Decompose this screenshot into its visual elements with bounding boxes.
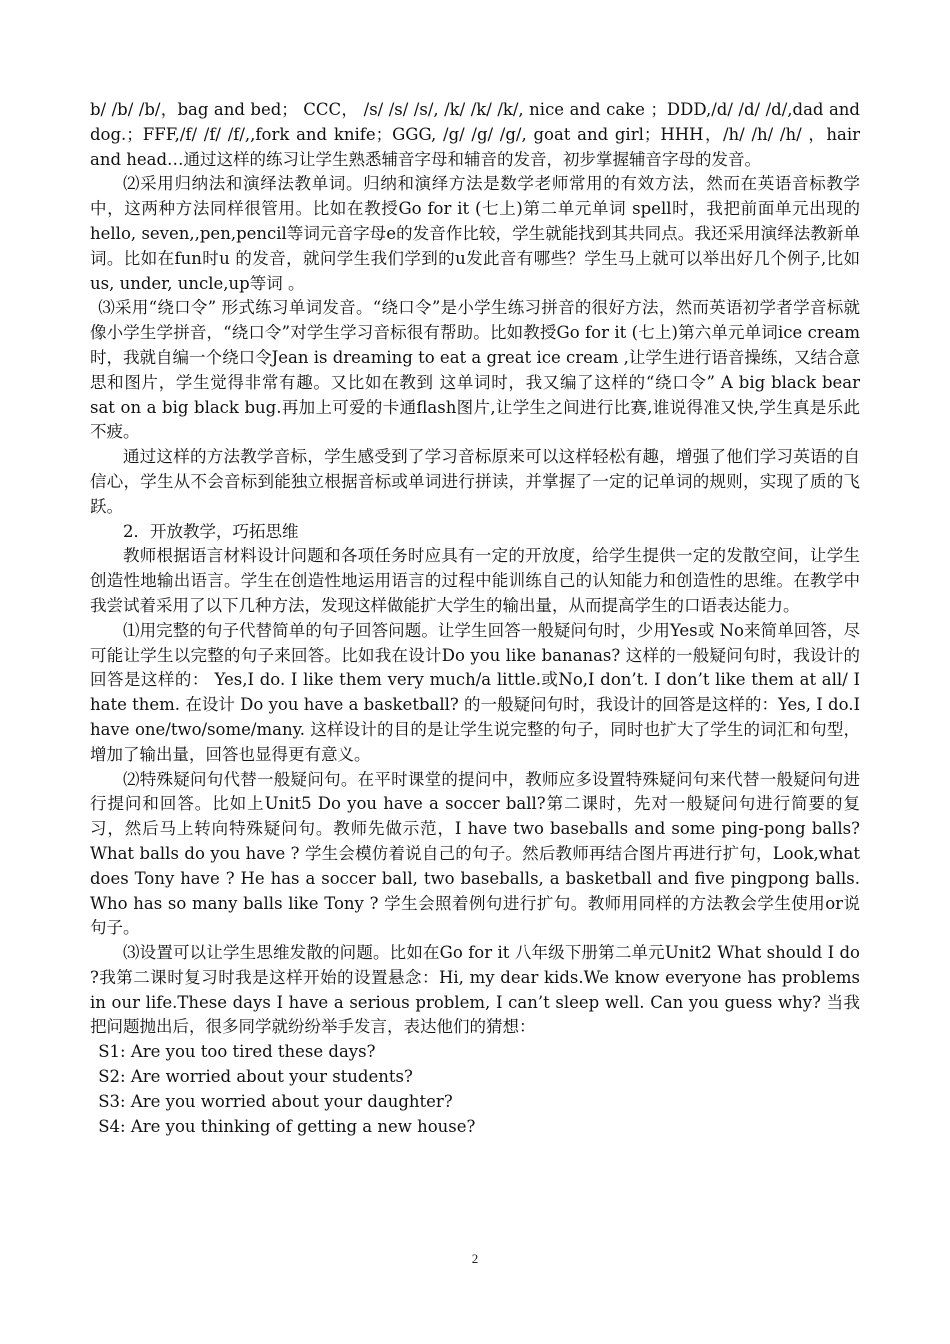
paragraph: b/ /b/ /b/，bag and bed； CCC， /s/ /s/ /s/, /k/ /k/ /k/, nice and cake ；DDD,/d/ /d/ /d/,dad and dog.；FFF,/f/ /f/ /f/,,fork and knife；GGG, /g/ /g/ /g/, goat and girl；HHH，/h/ /h/ /h/ ，hair and head…通过这样的练习让学生熟悉辅音字母和辅音的发音，初步掌握辅音字母的发音。 [90,100,860,169]
paragraph: ⑶采用“绕口令” 形式练习单词发音。“绕口令”是小学生练习拼音的很好方法，然而英语初学者学音标就像小学生学拼音，“绕口令”对学生学习音标很有帮助。比如教授Go for it (七上)第六单元单词ice cream 时，我就自编一个绕口令Jean is dreaming to eat a great ice cream ,让学生进行语音操练，又结合意思和图片，学生觉得非常有趣。又比如在教到 这单词时，我又编了这样的“绕口令” A big black bear sat on a big black bug.再加上可爱的卡通flash图片,让学生之间进行比赛,谁说得准又快,学生真是乐此不疲。 [90,298,860,442]
dialogue-line: S3: Are you worried about your daughter? [98,1091,453,1111]
paragraph: 通过这样的方法教学音标，学生感受到了学习音标原来可以这样轻松有趣，增强了他们学习英语的自信心，学生从不会音标到能独立根据音标或单词进行拼读，并掌握了一定的记单词的规则，实现了质的飞跃。 [90,447,860,516]
paragraph: ⑴用完整的句子代替简单的句子回答问题。让学生回答一般疑问句时，少用Yes或 No来简单回答，尽可能让学生以完整的句子来回答。比如我在设计Do you like bananas? 这样的一般疑问句时，我设计的回答是这样的： Yes,I do. I like them very much/a little.或No,I don’t. I don’t like them at all/ I hate them. 在设计 Do you have a basketball? 的一般疑问句时，我设计的回答是这样的：Yes, I do.I have one/two/some/many. 这样设计的目的是让学生说完整的句子，同时也扩大了学生的词汇和句型，增加了输出量，回答也显得更有意义。 [90,620,860,764]
section-heading: 2．开放教学，巧拓思维 [123,521,299,541]
paragraph: 教师根据语言材料设计问题和各项任务时应具有一定的开放度，给学生提供一定的发散空间，让学生创造性地输出语言。学生在创造性地运用语言的过程中能训练自己的认知能力和创造性的思维。在教学中我尝试着采用了以下几种方法，发现这样做能扩大学生的输出量，从而提高学生的口语表达能力。 [90,546,860,615]
page-number: 2 [471,1251,479,1266]
paragraph: ⑶设置可以让学生思维发散的问题。比如在Go for it 八年级下册第二单元Unit2 What should I do ?我第二课时复习时我是这样开始的设置悬念：Hi, my dear kids.We know everyone has problems in our life.These days I have a serious problem, I can’t sleep well. Can you guess why? 当我把问题抛出后，很多同学就纷纷举手发言，表达他们的猜想： [90,943,860,1037]
dialogue-line: S1: Are you too tired these days? [98,1042,376,1062]
body-text [90,98,860,1139]
dialogue-line: S4: Are you thinking of getting a new house? [98,1116,476,1136]
paragraph: ⑵采用归纳法和演绎法教单词。归纳和演绎方法是数学老师常用的有效方法，然而在英语音标教学中，这两种方法同样很管用。比如在教授Go for it (七上)第二单元单词 spell时，我把前面单元出现的hello, seven,,pen,pencil等词元音字母e的发音作比较，学生就能找到其共同点。我还采用演绎法教新单词。比如在fun时u 的发音，就问学生我们学到的u发此音有哪些？学生马上就可以举出好几个例子,比如 us, under, uncle,up等词 。 [90,174,860,293]
paragraph: ⑵特殊疑问句代替一般疑问句。在平时课堂的提问中，教师应多设置特殊疑问句来代替一般疑问句进行提问和回答。比如上Unit5 Do you have a soccer ball?第二课时，先对一般疑问句进行简要的复习，然后马上转向特殊疑问句。教师先做示范，I have two baseballs and some ping-pong balls? What balls do you have ? 学生会模仿着说自己的句子。然后教师再结合图片再进行扩句，Look,what does Tony have ? He has a soccer ball, two baseballs, a basketball and five pingpong balls. Who has so many balls like Tony ? 学生会照着例句进行扩句。教师用同样的方法教会学生使用or说句子。 [90,769,860,938]
dialogue-line: S2: Are worried about your students? [98,1067,413,1087]
